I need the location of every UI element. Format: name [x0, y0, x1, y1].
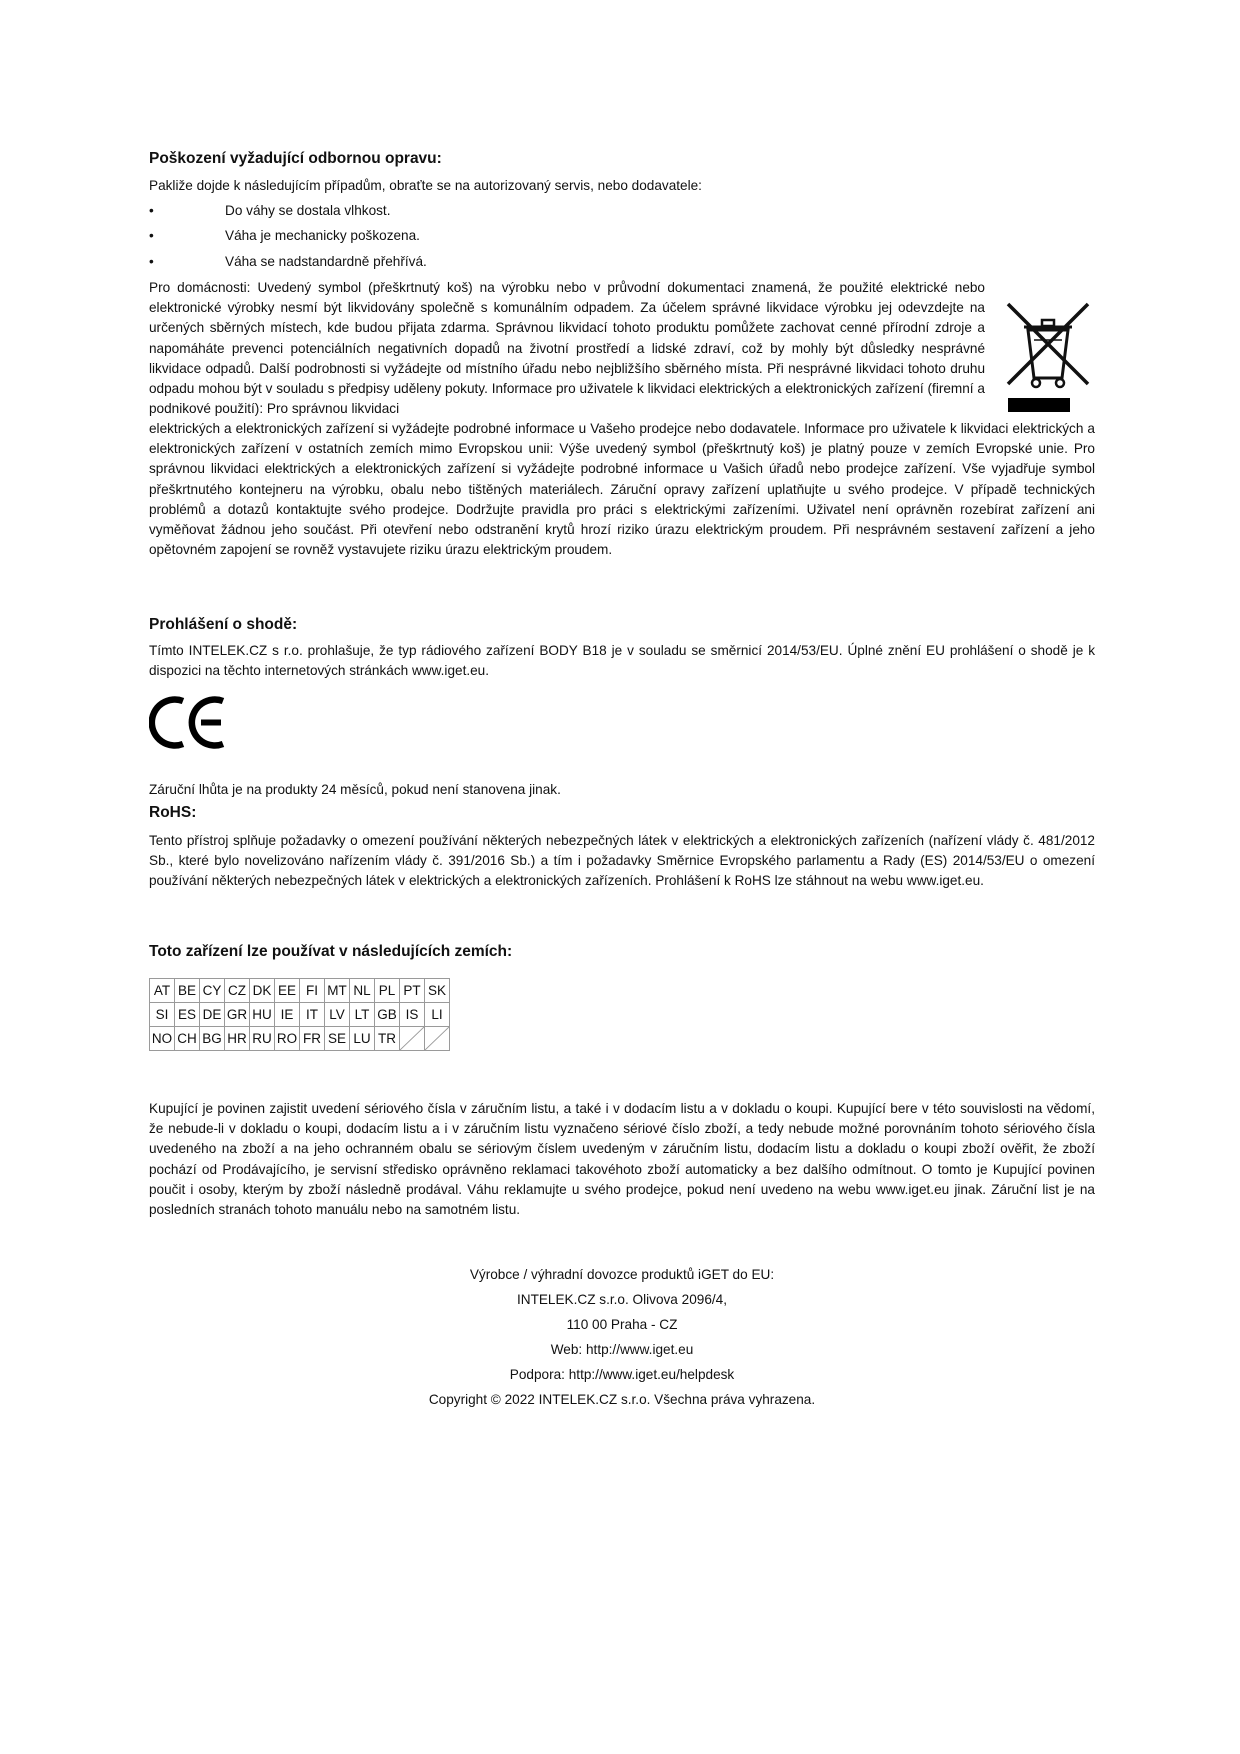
- country-cell: BG: [200, 1027, 225, 1051]
- country-cell: CZ: [225, 979, 250, 1003]
- bullet-text: Do váhy se dostala vlhkost.: [225, 203, 391, 218]
- country-cell: TR: [375, 1027, 400, 1051]
- serial-text: Kupující je povinen zajistit uvedení sériového čísla v záručním listu, a také i v dodacím listu a v dokladu o koupi. Kupující bere v této souvislosti na vědomí, že nebude-li v dokladu o koupi, dodacím listu a i v záručním listu vyznačeno sériové číslo zboží, a tedy nebude možné porovnáním tohoto sériového čísla uvedeného na zboží a na jeho ochranném obalu se sériovým číslem uvedeným v záručním listu, dodacím listu a dokladu o koupi zboží ověřit, že zboží pochází od Prodávajícího, je servisní středisko oprávněno reklamaci takovéhoto zboží automaticky a bez dalšího odmítnout. O tomto je Kupující povinen poučit i osoby, kterým by zboží následně prodával. Váhu reklamujte u svého prodejce, pokud není uvedeno na webu www.iget.eu jinak. Záruční list je na posledních stranách tohoto manuálu nebo na samotném listu.: [149, 1101, 1095, 1218]
- country-cell: NO: [150, 1027, 175, 1051]
- country-cell: GB: [375, 1003, 400, 1027]
- country-cell: PT: [400, 979, 425, 1003]
- country-row: [150, 1003, 450, 1027]
- footer-line-importer: Výrobce / výhradní dovozce produktů iGET do EU:: [469, 1267, 775, 1282]
- country-cell: DK: [250, 979, 275, 1003]
- country-cell: CH: [175, 1027, 200, 1051]
- country-cell: RO: [275, 1027, 300, 1051]
- country-cell: LU: [350, 1027, 375, 1051]
- country-cell: MT: [325, 979, 350, 1003]
- country-row: [150, 1027, 450, 1051]
- country-cell: NL: [350, 979, 375, 1003]
- footer-line-city: 110 00 Praha - CZ: [566, 1317, 678, 1332]
- repair-heading: Poškození vyžadující odbornou opravu:: [149, 150, 442, 167]
- country-row: [150, 979, 450, 1003]
- bullet-glyph: •: [149, 203, 154, 218]
- country-cell: ES: [175, 1003, 200, 1027]
- country-cell: CY: [200, 979, 225, 1003]
- country-cell: EE: [275, 979, 300, 1003]
- bullet-glyph: •: [149, 228, 154, 243]
- country-cell: SI: [150, 1003, 175, 1027]
- warranty-text: Záruční lhůta je na produkty 24 měsíců, pokud není stanovena jinak.: [149, 782, 561, 797]
- country-cell: RU: [250, 1027, 275, 1051]
- rohs-text: Tento přístroj splňuje požadavky o omezení používání některých nebezpečných látek v elektrických a elektronických zařízeních (nařízení vlády č. 481/2012 Sb., které bylo novelizováno nařízením vlády č. 391/2016 Sb.) a tím i požadavky Směrnice Evropského parlamentu a Rady (ES) 2014/53/EU o omezení používání některých nebezpečných látek v elektrických a elektronických zařízeních. Prohlášení k RoHS lze stáhnout na webu www.iget.eu.: [149, 833, 1095, 889]
- country-cell: IS: [400, 1003, 425, 1027]
- bullet-text: Váha je mechanicky poškozena.: [225, 228, 420, 243]
- repair-intro: Pakliže dojde k následujícím případům, obraťte se na autorizovaný servis, nebo dodavatele:: [149, 178, 702, 193]
- country-cell: AT: [150, 979, 175, 1003]
- crossed-bin-icon: [1004, 300, 1092, 415]
- country-cell: HR: [225, 1027, 250, 1051]
- weee-text-part2: elektrických a elektronických zařízení si vyžádejte podrobné informace u Vašeho prodejce nebo dodavatele. Informace pro uživatele k likvidaci elektrických a elektronických zařízení v ostatních zemích mimo Evropskou unii: Výše uvedený symbol (přeškrtnutý koš) je platný pouze v zemích Evropské unie. Pro správnou likvidaci elektrických a elektronických zařízení si vyžádejte podrobné informace u Vašich úřadů nebo prodejce zařízení. Vše vyjadřuje symbol přeškrtnutého kontejneru na výrobku, obalu nebo tištěných materiálech. Záruční opravy zařízení uplatňujte u svého prodejce. V případě technických problémů a dotazů kontaktujte svého prodejce. Dodržujte pravidla pro práci s elektrickými zařízeními. Uživatel není oprávněn rozebírat zařízení ani vyměňovat žádnou jeho součást. Při otevření nebo odstranění krytů hrozí riziko úrazu elektrickým proudem. Při nesprávném sestavení zařízení a jeho opětovném zapojení se rovněž vystavujete riziku úrazu elektrickým proudem.: [149, 421, 1095, 558]
- bullet-glyph: •: [149, 254, 154, 269]
- countries-heading: Toto zařízení lze používat v následujících zemích:: [149, 943, 513, 960]
- footer-line-company: INTELEK.CZ s.r.o. Olivova 2096/4,: [516, 1292, 728, 1307]
- country-cell-empty: [400, 1027, 425, 1051]
- footer-line-copyright: Copyright © 2022 INTELEK.CZ s.r.o. Všechna práva vyhrazena.: [428, 1392, 816, 1407]
- bullet-text: Váha se nadstandardně přehřívá.: [225, 254, 427, 269]
- country-cell: BE: [175, 979, 200, 1003]
- country-cell: IE: [275, 1003, 300, 1027]
- rohs-heading: RoHS:: [149, 804, 197, 821]
- country-cell: LI: [425, 1003, 450, 1027]
- country-cell: PL: [375, 979, 400, 1003]
- ce-mark-icon: [149, 695, 229, 750]
- country-cell: LV: [325, 1003, 350, 1027]
- country-cell: FI: [300, 979, 325, 1003]
- weee-text-part1: Pro domácnosti: Uvedený symbol (přeškrtnutý koš) na výrobku nebo v průvodní dokumentaci znamená, že použité elektrické nebo elektronické výrobky nesmí být likvidovány společně s komunálním odpadem. Za účelem správné likvidace výrobku jej odevzdejte na určených sběrných místech, kde budou přijata zdarma. Správnou likvidací tohoto produktu pomůžete zachovat cenné přírodní zdroje a napomáháte prevenci potenciálních negativních dopadů na životní prostředí a lidské zdraví, což by mohly být důsledky nesprávné likvidace odpadů. Další podrobnosti si vyžádejte od místního úřadu nebo nejbližšího sběrného místa. Při nesprávné likvidaci tohoto druhu odpadu mohou být v souladu s předpisy uděleny pokuty. Informace pro uživatele k likvidaci elektrických a elektronických zařízení (firemní a podnikové použití): Pro správnou likvidaci: [149, 280, 985, 417]
- country-cell: SK: [425, 979, 450, 1003]
- country-cell-empty: [425, 1027, 450, 1051]
- country-cell: FR: [300, 1027, 325, 1051]
- country-cell: DE: [200, 1003, 225, 1027]
- manufacturer-footer: [149, 1262, 1095, 1412]
- country-cell: SE: [325, 1027, 350, 1051]
- country-cell: IT: [300, 1003, 325, 1027]
- countries-table: [149, 978, 450, 1051]
- conformity-heading: Prohlášení o shodě:: [149, 616, 298, 633]
- country-cell: HU: [250, 1003, 275, 1027]
- footer-line-web: Web: http://www.iget.eu: [550, 1342, 694, 1357]
- footer-line-support: Podpora: http://www.iget.eu/helpdesk: [509, 1367, 735, 1382]
- country-cell: LT: [350, 1003, 375, 1027]
- country-cell: GR: [225, 1003, 250, 1027]
- conformity-text: Tímto INTELEK.CZ s r.o. prohlašuje, že typ rádiového zařízení BODY B18 je v souladu se směrnicí 2014/53/EU. Úplné znění EU prohlášení o shodě je k dispozici na těchto internetových stránkách www.iget.eu.: [149, 643, 1095, 679]
